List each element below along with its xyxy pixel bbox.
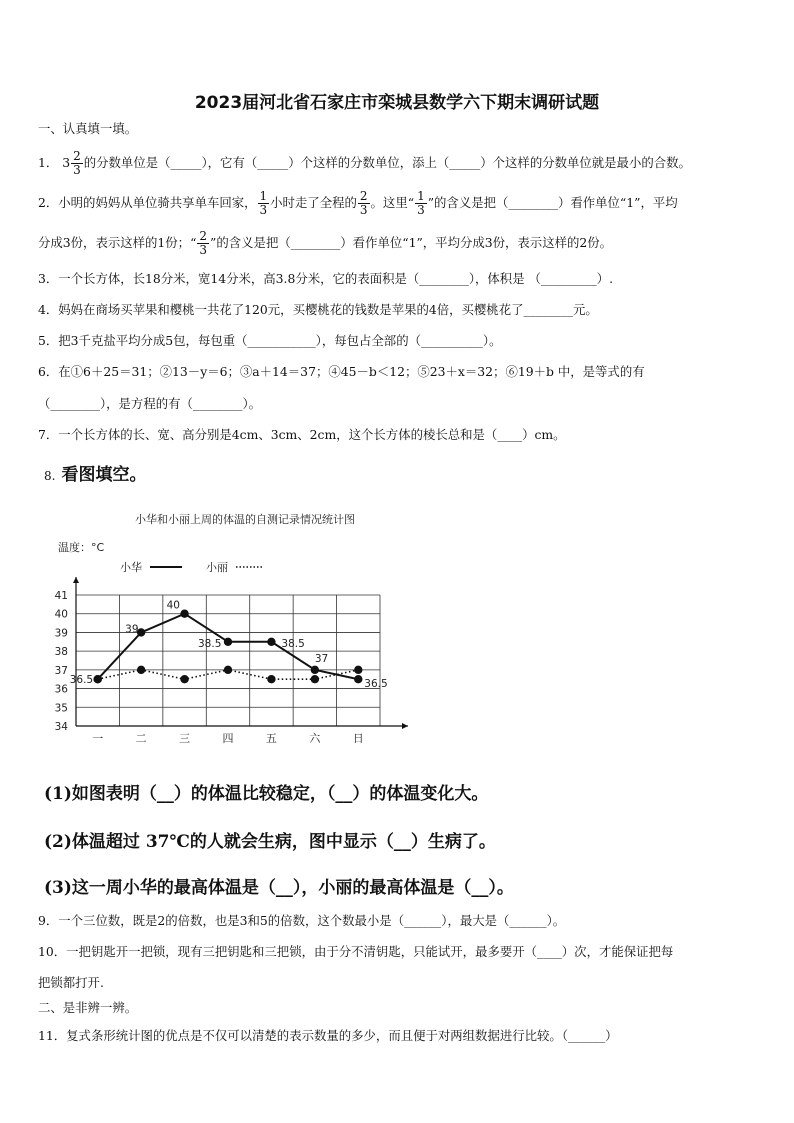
x-tick-label: 六 xyxy=(309,732,321,745)
temperature-line-chart xyxy=(40,505,420,755)
question-8-part-2: (2)体温超过 37℃的人就会生病，图中显示（__）生病了。 xyxy=(44,832,496,852)
fraction xyxy=(197,230,209,257)
question-10-line-1: 10．一把钥匙开一把锁，现有三把钥匙和三把锁，由于分不清钥匙，只能试开，最多要开（____）次，才能保证把每 xyxy=(38,944,674,959)
question-6-line-1: 6．在①6＋25＝31；②13－y＝6；③a＋14＝37；④45－b＜12；⑤23＋x＝32；⑥19＋b 中，是等式的有 xyxy=(38,364,645,379)
fraction xyxy=(71,150,83,177)
chart-series xyxy=(70,600,388,691)
question-8-part-3: (3)这一周小华的最高体温是（__），小丽的最高体温是（__）。 xyxy=(44,878,514,898)
fraction xyxy=(415,190,427,217)
fraction-denominator: 3 xyxy=(259,203,268,217)
fraction-numerator: 2 xyxy=(73,149,81,163)
question-3: 3．一个长方体，长18分米，宽14分米，高3.8分米，它的表面积是（________），体积是 （_________）. xyxy=(38,271,614,286)
question-10-line-2: 把锁都打开. xyxy=(38,975,104,990)
y-tick-label: 36 xyxy=(54,683,68,696)
question-text: 小时走了全程的 xyxy=(270,195,357,210)
x-tick-label: 五 xyxy=(265,732,277,745)
page-title: 2023届河北省石家庄市栾城县数学六下期末调研试题 xyxy=(194,93,600,113)
data-label: 36.5 xyxy=(364,678,388,691)
y-tick-label: 35 xyxy=(54,702,68,715)
question-7: 7．一个长方体的长、宽、高分别是4cm、3cm、2cm，这个长方体的棱长总和是（____）cm。 xyxy=(38,427,566,442)
question-text: 分成3份，表示这样的1份；“ xyxy=(38,235,197,250)
legend-label-xiaoli: 小丽 xyxy=(206,561,228,574)
chart-grid xyxy=(76,595,380,726)
question-4: 4．妈妈在商场买苹果和樱桃一共花了120元，买樱桃花的钱数是苹果的4倍，买樱桃花了________元。 xyxy=(38,302,598,317)
legend-label-xiaohua: 小华 xyxy=(120,561,142,574)
fraction xyxy=(258,190,270,217)
fraction-denominator: 3 xyxy=(359,203,368,217)
data-point xyxy=(267,675,275,683)
x-tick-label: 一 xyxy=(92,732,104,745)
y-axis-label: 温度：°C xyxy=(58,541,105,554)
question-number: 1． xyxy=(38,155,59,170)
data-label: 38.5 xyxy=(198,637,222,650)
question-number: 8. xyxy=(44,469,56,483)
question-8-part-1: (1)如图表明（__）的体温比较稳定，（__）的体温变化大。 xyxy=(44,784,489,804)
data-point xyxy=(137,666,145,674)
x-tick-label: 四 xyxy=(222,732,234,745)
question-8 xyxy=(44,460,146,485)
data-label: 36.5 xyxy=(69,674,94,687)
fraction-numerator: 1 xyxy=(259,189,268,203)
data-point xyxy=(311,666,319,674)
data-label: 38.5 xyxy=(281,637,305,650)
mixed-number-whole: 3 xyxy=(62,155,71,170)
question-6-line-2: （________），是方程的有（________）。 xyxy=(38,396,262,411)
question-11: 11．复式条形统计图的优点是不仅可以清楚的表示数量的多少，而且便于对两组数据进行比较。（______） xyxy=(38,1028,618,1043)
y-tick-label: 40 xyxy=(54,608,68,621)
fraction-denominator: 3 xyxy=(199,243,208,257)
question-text: 。这里“ xyxy=(370,195,415,210)
question-text: 2．小明的妈妈从单位骑共享单车回家， xyxy=(38,195,257,210)
data-label: 37 xyxy=(314,652,329,665)
x-tick-label: 三 xyxy=(179,732,191,745)
data-point xyxy=(267,638,275,646)
data-point xyxy=(311,675,319,683)
data-point xyxy=(224,638,232,646)
data-point xyxy=(94,675,102,683)
y-tick-label: 41 xyxy=(54,590,68,602)
question-5: 5．把3千克盐平均分成5包，每包重（___________），每包占全部的（__________）。 xyxy=(38,333,502,348)
question-text: 的分数单位是（_____），它有（_____）个这样的分数单位，添上（_____）个这样的分数单位就是最小的合数。 xyxy=(83,155,691,170)
data-point xyxy=(354,666,362,674)
y-axis-arrow xyxy=(73,577,79,583)
x-axis-arrow xyxy=(402,723,408,729)
y-tick-label: 34 xyxy=(54,721,68,733)
x-tick-label: 二 xyxy=(135,732,147,745)
fraction xyxy=(358,190,370,217)
question-2-line-1 xyxy=(38,190,678,217)
data-point xyxy=(180,675,188,683)
data-point xyxy=(354,675,362,683)
question-2-line-2 xyxy=(38,230,612,257)
fraction-denominator: 3 xyxy=(417,203,425,217)
data-point xyxy=(224,666,232,674)
section-heading-2: 二、是非辨一辨。 xyxy=(38,1000,138,1015)
question-text: ”的含义是把（________）看作单位“1”，平均分成3份，表示这样的2份。 xyxy=(210,235,613,250)
chart-title: 小华和小丽上周的体温的自测记录情况统计图 xyxy=(135,513,355,526)
question-9: 9．一个三位数，既是2的倍数，也是3和5的倍数，这个数最小是（______），最大是（______）。 xyxy=(38,913,566,928)
data-label: 39 xyxy=(125,623,139,636)
fraction-numerator: 1 xyxy=(417,189,425,203)
y-tick-label: 38 xyxy=(54,646,68,659)
y-tick-label: 37 xyxy=(54,664,68,677)
y-tick-label: 39 xyxy=(54,627,68,640)
fraction-numerator: 2 xyxy=(359,189,368,203)
data-label: 40 xyxy=(166,599,180,612)
question-text: 看图填空。 xyxy=(61,465,147,485)
section-heading-1: 一、认真填一填。 xyxy=(38,121,138,136)
x-tick-label: 日 xyxy=(352,732,364,745)
question-text: ”的含义是把（________）看作单位“1”，平均 xyxy=(427,195,678,210)
fraction-denominator: 3 xyxy=(73,163,81,177)
data-point xyxy=(180,610,188,618)
question-1 xyxy=(38,150,691,177)
fraction-numerator: 2 xyxy=(199,229,208,243)
